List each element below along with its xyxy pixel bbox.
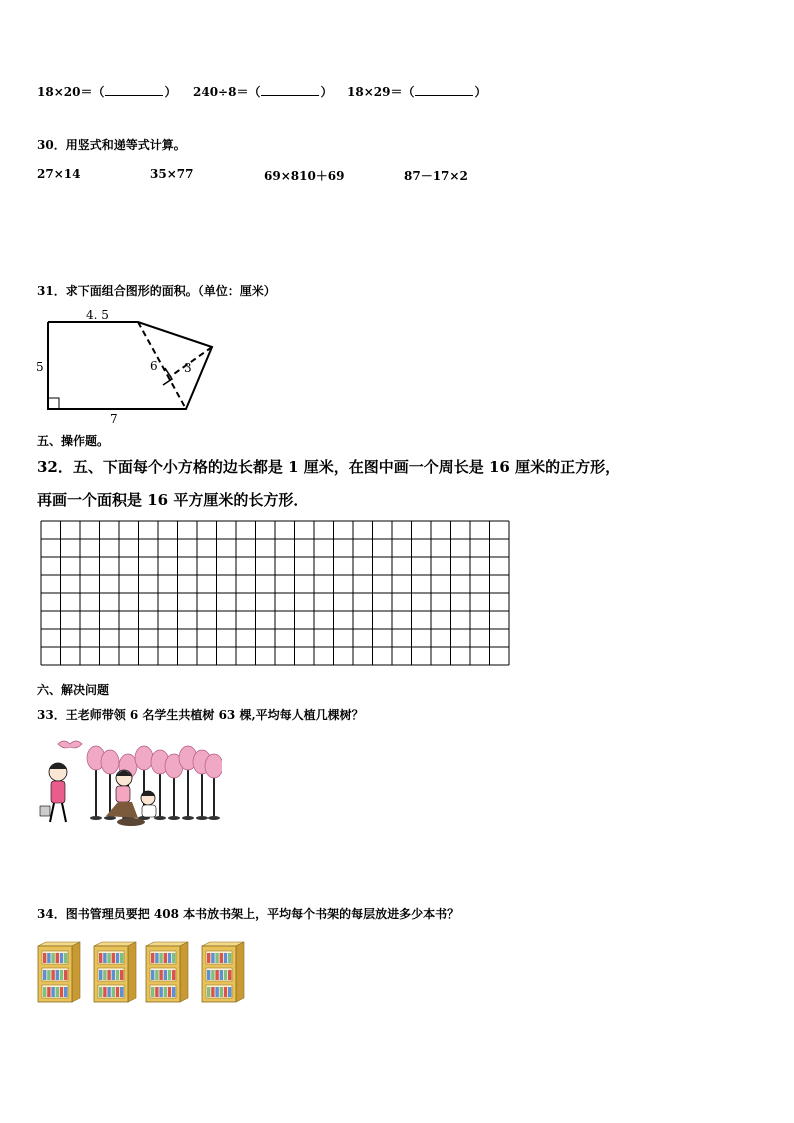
book (120, 987, 123, 997)
book (224, 970, 227, 980)
book (220, 953, 223, 963)
q30-item: 69×810＋69 (264, 169, 345, 183)
book (99, 953, 102, 963)
book (43, 970, 46, 980)
book (120, 970, 123, 980)
book (43, 987, 46, 997)
tree-canopy (135, 746, 153, 770)
answer-blank[interactable] (261, 85, 319, 96)
book (211, 953, 214, 963)
book (224, 987, 227, 997)
tree-base (154, 816, 166, 820)
eq-18x20: 18×20＝（ ） (37, 85, 177, 99)
q33-title: 33．王老师带领 6 名学生共植树 63 棵,平均每人植几棵树？ (37, 708, 364, 722)
book (60, 987, 63, 997)
book (103, 987, 106, 997)
book (107, 987, 110, 997)
book (155, 970, 158, 980)
book (207, 970, 210, 980)
book (168, 970, 171, 980)
eq-18x29: 18×29＝（ ） (347, 85, 487, 99)
tree-base (104, 816, 116, 820)
tree-base (90, 816, 102, 820)
book (215, 970, 218, 980)
tree-base (182, 816, 194, 820)
q34-title: 34．图书管理员要把 408 本书放书架上，平均每个书架的每层放进多少本书？ (37, 907, 460, 921)
composite-shape-figure (30, 306, 230, 428)
book (64, 987, 67, 997)
book (112, 953, 115, 963)
book (116, 970, 119, 980)
book (51, 953, 54, 963)
label-top: 4. 5 (86, 308, 109, 322)
book (103, 953, 106, 963)
tree-canopy (101, 750, 119, 774)
book (99, 970, 102, 980)
book (112, 970, 115, 980)
q30-item: 35×77 (150, 167, 194, 181)
child-figure (40, 763, 67, 822)
book (112, 987, 115, 997)
drawing-grid[interactable] (40, 520, 516, 670)
bookshelf (146, 942, 188, 1002)
book (151, 970, 154, 980)
book (211, 987, 214, 997)
book (51, 987, 54, 997)
label-left: 5 (36, 360, 44, 374)
book (224, 953, 227, 963)
book (228, 953, 231, 963)
book (64, 970, 67, 980)
book (60, 970, 63, 980)
book (56, 953, 59, 963)
book (215, 987, 218, 997)
eq-240div8: 240÷8＝（ ） (193, 85, 333, 99)
section-5-heading: 五、操作题。 (37, 434, 110, 448)
book (47, 987, 50, 997)
book (155, 987, 158, 997)
book (168, 953, 171, 963)
tree-canopy (205, 754, 222, 778)
book (164, 987, 167, 997)
book (159, 970, 162, 980)
tree-base (208, 816, 220, 820)
section-6-heading: 六、解决问题 (37, 683, 110, 697)
bookshelf (94, 942, 136, 1002)
book (164, 953, 167, 963)
book (47, 970, 50, 980)
tree-planting-illustration (36, 736, 222, 830)
book (207, 953, 210, 963)
book (56, 987, 59, 997)
book (164, 970, 167, 980)
book (151, 953, 154, 963)
book (207, 987, 210, 997)
book (228, 970, 231, 980)
book (56, 970, 59, 980)
label-bottom: 7 (110, 412, 118, 426)
book (47, 953, 50, 963)
q32-line2: 再画一个面积是 16 平方厘米的长方形． (37, 491, 309, 509)
book (51, 970, 54, 980)
bookshelves-illustration (36, 940, 250, 1006)
book (172, 987, 175, 997)
q30-item: 27×14 (37, 167, 81, 181)
label-base: 3 (184, 361, 192, 375)
tree-base (168, 816, 180, 820)
book (103, 970, 106, 980)
book (64, 953, 67, 963)
answer-blank[interactable] (105, 85, 163, 96)
book (168, 987, 171, 997)
book (151, 987, 154, 997)
book (211, 970, 214, 980)
book (43, 953, 46, 963)
book (220, 970, 223, 980)
book (99, 987, 102, 997)
book (172, 953, 175, 963)
bookshelf (202, 942, 244, 1002)
answer-blank[interactable] (415, 85, 473, 96)
book (228, 987, 231, 997)
q31-title: 31．求下面组合图形的面积。（单位：厘米） (37, 284, 276, 298)
q30-item: 87－17×2 (404, 169, 468, 183)
book (60, 953, 63, 963)
q30-title: 30．用竖式和递等式计算。 (37, 138, 186, 152)
book (120, 953, 123, 963)
book (220, 987, 223, 997)
q32-line1: 32．五、下面每个小方格的边长都是 1 厘米，在图中画一个周长是 16 厘米的正方形， (37, 458, 621, 476)
book (159, 987, 162, 997)
book (107, 970, 110, 980)
book (107, 953, 110, 963)
bookshelf (38, 942, 80, 1002)
book (155, 953, 158, 963)
book (215, 953, 218, 963)
book (159, 953, 162, 963)
tree-base (196, 816, 208, 820)
book (172, 970, 175, 980)
book (116, 987, 119, 997)
label-height: 6 (150, 359, 158, 373)
book (116, 953, 119, 963)
